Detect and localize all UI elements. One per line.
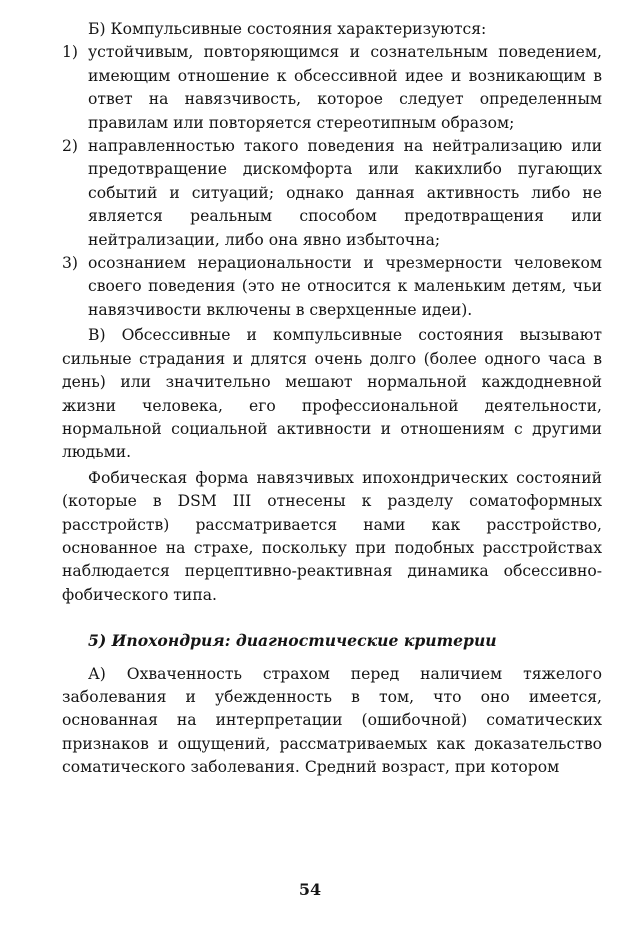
- list-item-number: 3): [62, 254, 79, 273]
- list-item: [62, 41, 602, 135]
- body-text: [62, 18, 602, 780]
- list-item-text: осознанием нерациональности и чрезмерности человеком своего поведения (это не относится к маленьким детям, чьи навязчивости включены в сверхценные идеи).: [88, 254, 602, 319]
- phobic-form-paragraph: Фобическая форма навязчивых ипохондрических состояний (которые в DSM III отнесены к разделу соматоформных расстройств) рассматривается нами как расстройство, основанное на страхе, поскольку при подобных расстройствах наблюдается перцептивно-реактивная динамика обсессивно-фобического типа.: [62, 468, 602, 604]
- section-a-paragraph: А) Охваченность страхом перед наличием тяжелого заболевания и убежденность в том, что оно имеется, основанная на интерпретации (ошибочной) соматических признаков и ощущений, рассматриваемых как доказательство соматического заболевания. Средний возраст, при котором: [62, 664, 602, 777]
- page-number: 54: [298, 880, 322, 899]
- list-item: [62, 252, 602, 322]
- list-item-number: 2): [62, 137, 79, 156]
- section-v-paragraph: В) Обсессивные и компульсивные состояния вызывают сильные страдания и длятся очень долго (более одного часа в день) или значительно мешают нормальной каждодневной жизни человека, его профессиональной деятельности, нормальной социальной активности и отношениям с другими людьми.: [62, 326, 602, 462]
- section-b-intro: Б) Компульсивные состояния характеризуются:: [88, 20, 487, 38]
- section-heading: 5) Ипохондрия: диагностические критерии: [88, 631, 497, 651]
- list-item-text: устойчивым, повторяющимся и сознательным поведением, имеющим отношение к обсессивной идее и возникающим в ответ на навязчивость, которое следует определенным правилам или повторяется стереотипным образом;: [88, 43, 602, 132]
- list-item-text: направленностью такого поведения на нейтрализацию или предотвращение дискомфорта или какихлибо пугающих событий и ситуаций; однако данная активность либо не является реальным способом предотвращения или нейтрализации, либо она явно избыточна;: [88, 137, 602, 249]
- list-item: [62, 135, 602, 252]
- list-item-number: 1): [62, 43, 79, 62]
